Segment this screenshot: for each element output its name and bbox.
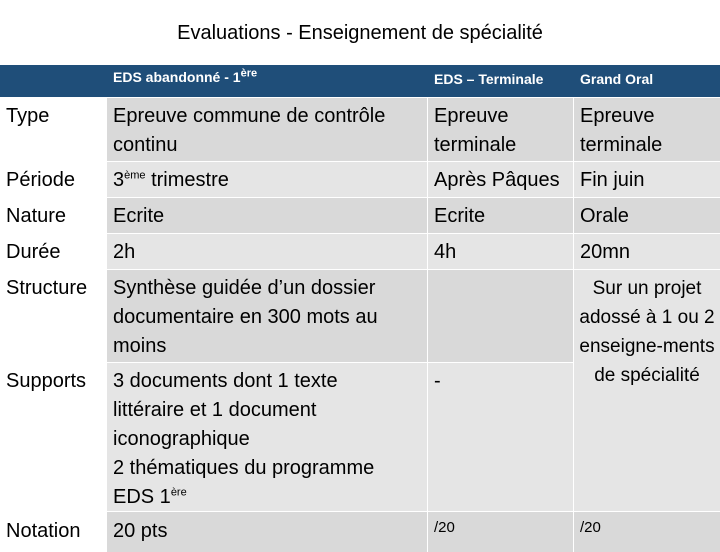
periode-col3-text: Fin juin <box>580 169 645 191</box>
header-col1 <box>107 65 428 97</box>
header-col1-sup: ère <box>240 67 258 80</box>
type-col2-text: Epreuve terminale <box>434 105 517 156</box>
label-structure: Structure <box>6 277 88 299</box>
notation-col3-text: /20 <box>580 519 601 536</box>
page-title: Evaluations - Enseignement de spécialité <box>177 22 543 44</box>
type-col1-text: Epreuve commune de contrôle continu <box>113 105 386 156</box>
header-row <box>0 65 107 97</box>
evaluation-table <box>0 65 720 545</box>
label-supports: Supports <box>6 370 87 392</box>
row-structure-c2 <box>428 270 573 362</box>
duree-col2-text: 4h <box>434 241 457 263</box>
nature-col3-text: Orale <box>580 205 629 227</box>
supports-col2-text: - <box>434 370 441 392</box>
label-periode: Période <box>6 169 75 191</box>
label-type: Type <box>6 105 50 127</box>
header-col3: Grand Oral <box>574 65 720 97</box>
duree-col3-text: 20mn <box>580 241 631 263</box>
row-duree-c1 <box>107 234 427 269</box>
periode-col2-text: Après Pâques <box>434 169 560 191</box>
nature-col1-text: Ecrite <box>113 205 165 227</box>
type-col3-text: Epreuve terminale <box>580 105 663 156</box>
notation-col1-text: 20 pts <box>113 520 168 542</box>
duree-col1-text: 2h <box>113 241 136 263</box>
supports-col1-text-b-main: 2 thématiques du programme EDS 1 <box>113 457 375 508</box>
periode-col1-num: 3 <box>113 169 125 191</box>
grand-oral-detail-text: Sur un projet adossé à 1 ou 2 enseigne-ments de spécialité <box>579 278 715 386</box>
periode-col1-text <box>113 166 423 195</box>
periode-col1-rest: trimestre <box>145 169 229 191</box>
supports-col1-text-b-sup: ère <box>170 486 187 499</box>
label-notation: Notation <box>6 520 81 542</box>
structure-col1-text: Synthèse guidée d’un dossier documentaire en 300 mots au moins <box>113 277 378 357</box>
header-col2: EDS – Terminale <box>428 65 574 97</box>
label-nature: Nature <box>6 205 67 227</box>
row-supports-c2 <box>428 363 573 511</box>
label-duree: Durée <box>6 241 61 263</box>
periode-col1-sup: ème <box>124 169 146 182</box>
supports-col1-text-b <box>113 454 413 512</box>
nature-col2-text: Ecrite <box>434 205 486 227</box>
supports-col1-text-a: 3 documents dont 1 texte littéraire et 1 document iconographique <box>113 370 338 450</box>
header-col1-text: EDS abandonné - 1 <box>113 69 241 85</box>
notation-col2-text: /20 <box>434 519 455 536</box>
